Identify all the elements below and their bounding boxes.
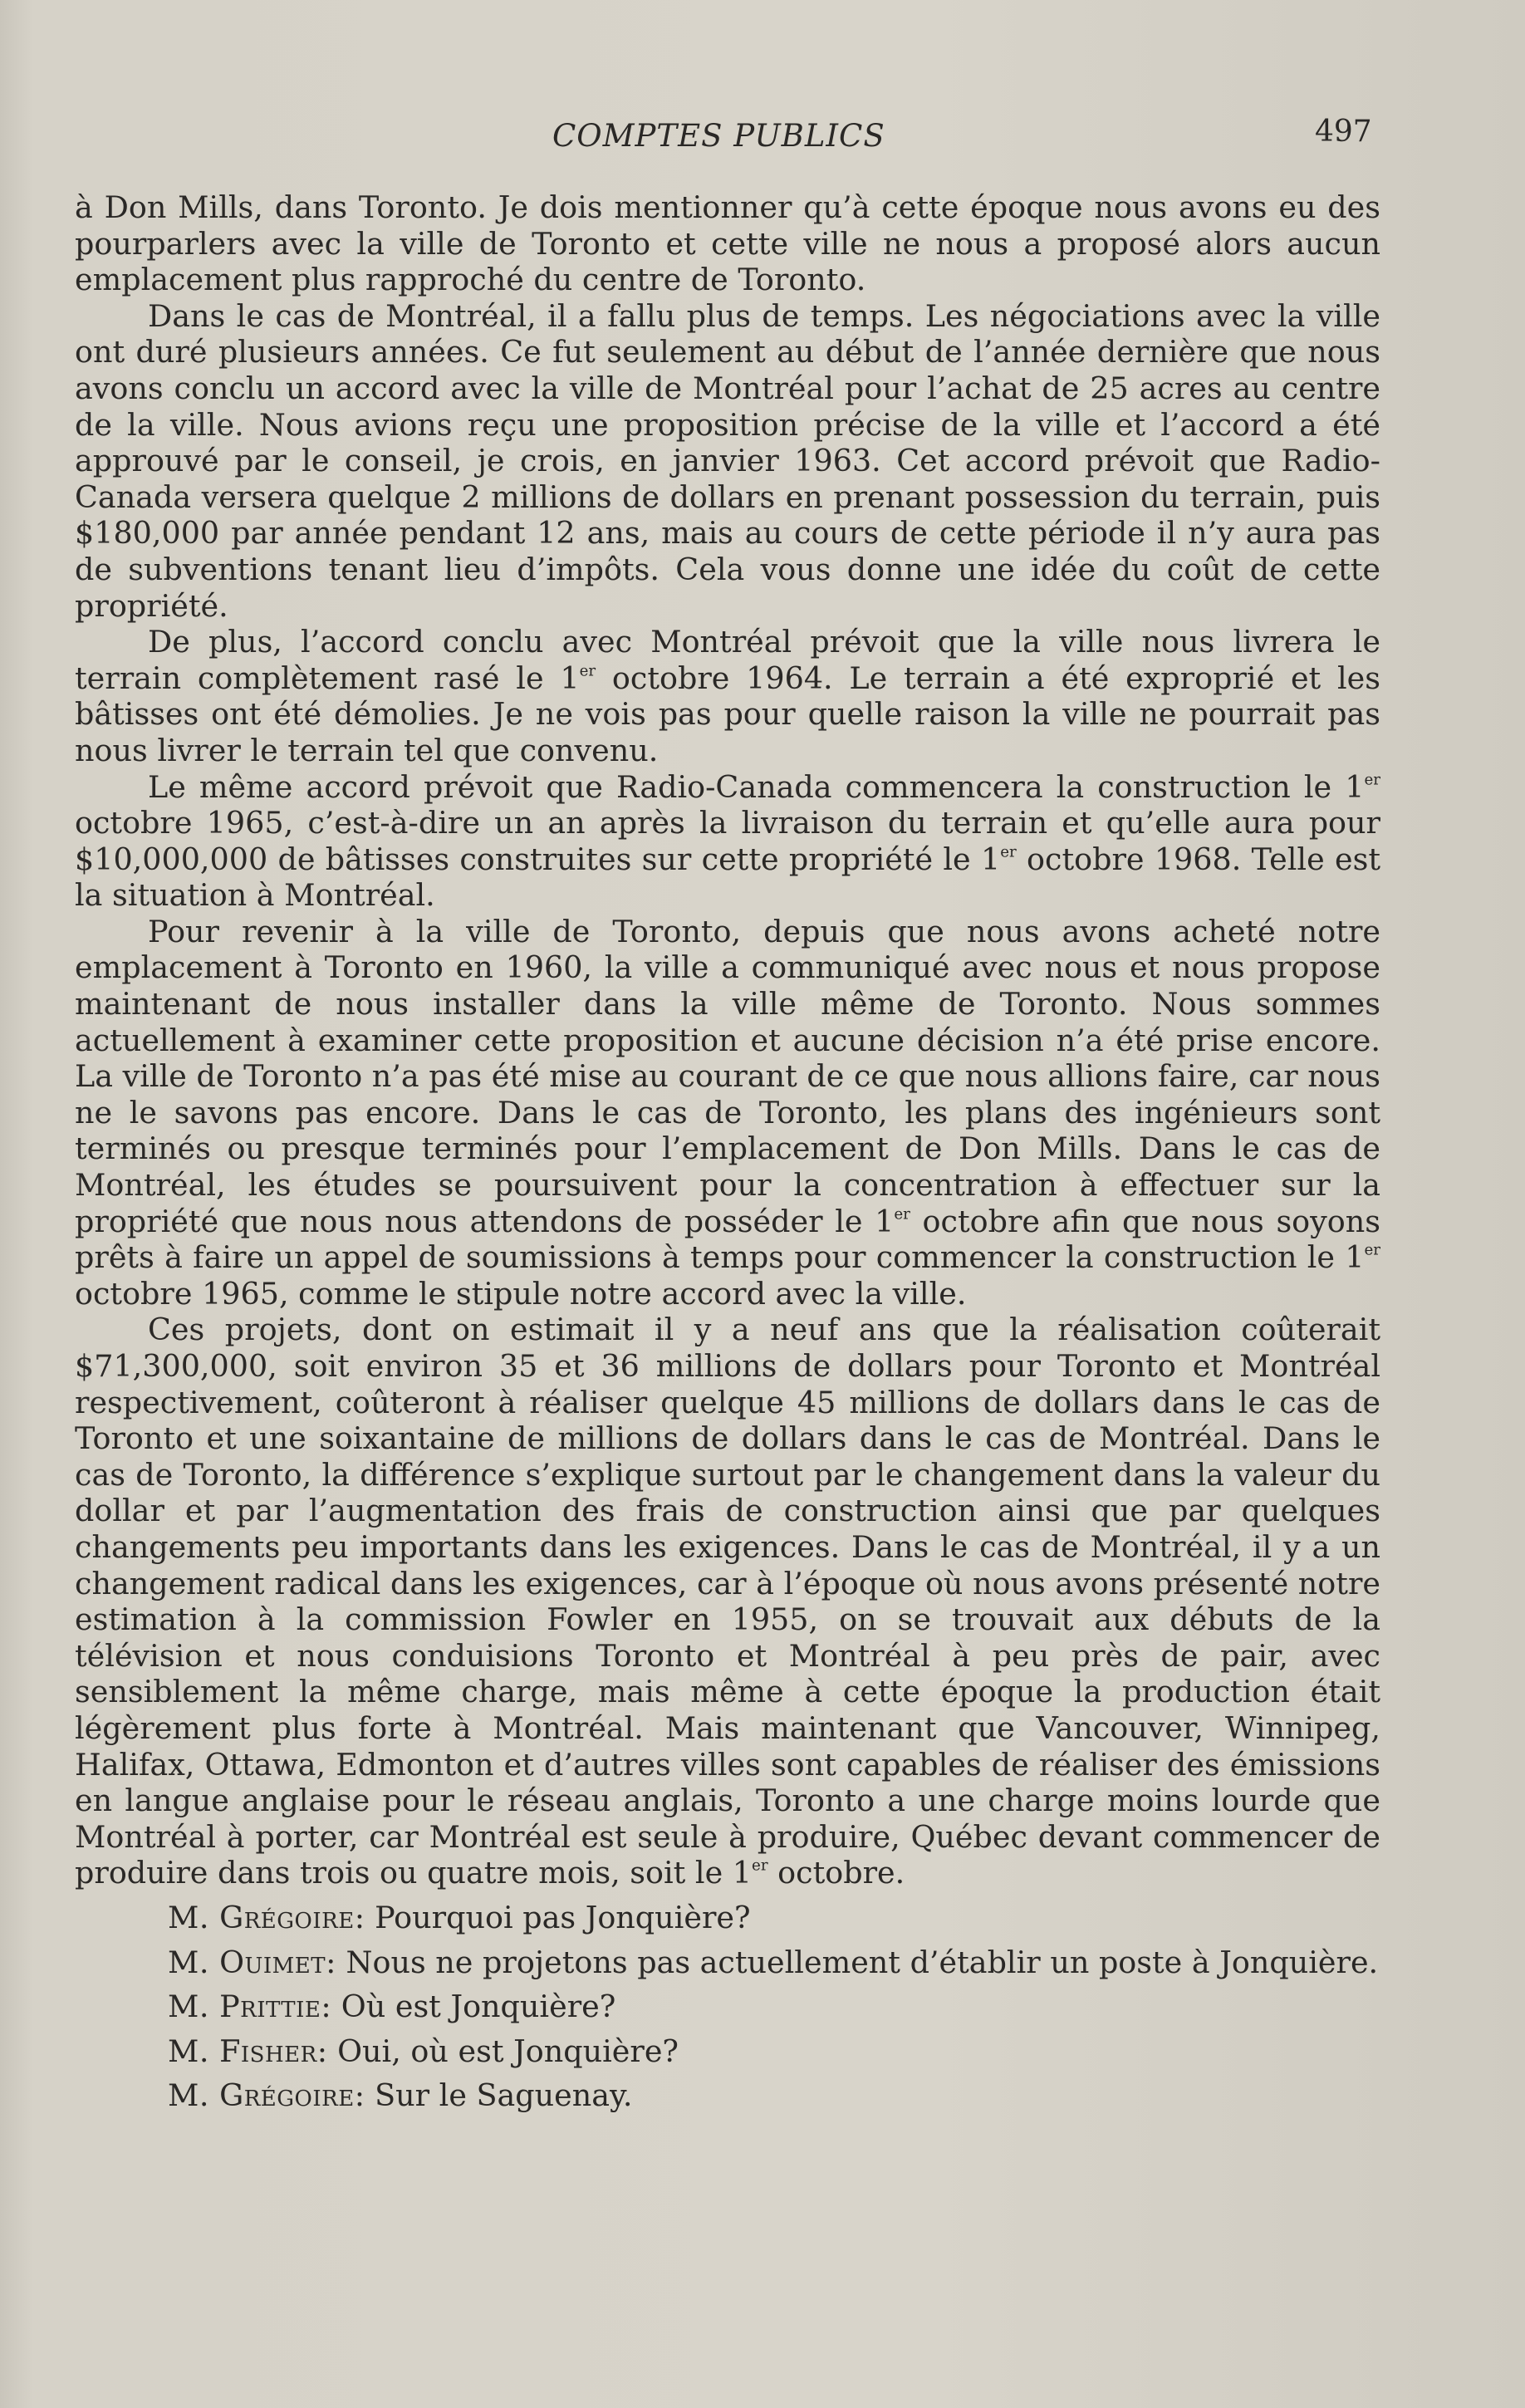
paragraph: Dans le cas de Montréal, il a fallu plus de temps. Les négociations avec la ville ont duré plusieurs années. Ce fut seulement au début de l’année dernière que nous avons conclu un accord avec la ville de Montréal pour l’achat de 25 acres au centre de la ville. Nous avions reçu une proposition précise de la ville et l’accord a été approuvé par le conseil, je crois, en janvier 1963. Cet accord prévoit que Radio-Canada versera quelque 2 millions de dollars en prenant possession du terrain, puis $180,000 par année pendant 12 ans, mais au cours de cette période il n’y aura pas de subventions tenant lieu d’impôts. Cela vous donne une idée du coût de cette propriété. [75, 297, 1380, 624]
paragraph: Ces projets, dont on estimait il y a neuf ans que la réalisation coûterait $71,300,000, soit environ 35 et 36 millions de dollars pour Toronto et Montréal respectivement, coûteront à réaliser quelque 45 millions de dollars dans le cas de Toronto et une soixantaine de millions de dollars dans le cas de Montréal. Dans le cas de Toronto, la différence s’explique surtout par le changement dans la valeur du dollar et par l’augmentation des frais de construction ainsi que par quelques changements peu importants dans les exigences. Dans le cas de Montréal, il y a un changement radical dans les exigences, car à l’époque où nous avons présenté notre estimation à la commission Fowler en 1955, on se trouvait aux débuts de la télévision et nous conduisions Toronto et Montréal à peu près de pair, avec sensiblement la même charge, mais même à cette époque la production était légèrement plus forte à Montréal. Mais maintenant que Vancouver, Winnipeg, Halifax, Ottawa, Edmonton et d’autres villes sont capables de réaliser des émissions en langue anglaise pour le réseau anglais, Toronto a une charge moins lourde que Montréal à porter, car Montréal est seule à produire, Québec devant commencer de produire dans trois ou quatre mois, soit le 1er octobre. [75, 1312, 1380, 1891]
speaker-name: M. Grégoire: [168, 1899, 365, 1935]
speaker-name: M. Fisher: [168, 2033, 328, 2069]
paragraph: à Don Mills, dans Toronto. Je dois mentionner qu’à cette époque nous avons eu des pourparlers avec la ville de Toronto et cette ville ne nous a proposé alors aucun emplacement plus rapproché du centre de Toronto. [75, 189, 1380, 298]
dialogue-line: M. Grégoire: Pourquoi pas Jonquière? [168, 1899, 751, 1935]
dialogue-line: M. Prittie: Où est Jonquière? [168, 1989, 616, 2025]
running-title: COMPTES PUBLICS [552, 118, 885, 154]
dialogue-line: M. Fisher: Oui, où est Jonquière? [168, 2033, 679, 2069]
paragraph: Pour revenir à la ville de Toronto, depuis que nous avons acheté notre emplacement à Toronto en 1960, la ville a communiqué avec nous et nous propose maintenant de nous installer dans la ville même de Toronto. Nous sommes actuellement à examiner cette proposition et aucune décision n’a été prise encore. La ville de Toronto n’a pas été mise au courant de ce que nous allions faire, car nous ne le savons pas encore. Dans le cas de Toronto, les plans des ingénieurs sont terminés ou presque terminés pour l’emplacement de Don Mills. Dans le cas de Montréal, les études se poursuivent pour la concentration à effectuer sur la propriété que nous nous attendons de posséder le 1er octobre afin que nous soyons prêts à faire un appel de soumissions à temps pour commencer la construction le 1er octobre 1965, comme le stipule notre accord avec la ville. [75, 913, 1380, 1312]
dialogue-line: M. Grégoire: Sur le Saguenay. [168, 2077, 633, 2114]
speaker-name: M. Ouimet: [168, 1944, 336, 1980]
page-number: 497 [1315, 115, 1372, 149]
dialogue-line: M. Ouimet: Nous ne projetons pas actuellement d’établir un poste à Jonquière. [168, 1944, 1379, 1980]
paragraph: Le même accord prévoit que Radio-Canada commencera la construction le 1er octobre 1965, c’est-à-dire un an après la livraison du terrain et qu’elle aura pour $10,000,000 de bâtisses construites sur cette propriété le 1er octobre 1968. Telle est la situation à Montréal. [75, 768, 1380, 914]
paragraph: De plus, l’accord conclu avec Montréal prévoit que la ville nous livrera le terrain complètement rasé le 1er octobre 1964. Le terrain a été exproprié et les bâtisses ont été démolies. Je ne vois pas pour quelle raison la ville ne pourrait pas nous livrer le terrain tel que convenu. [75, 624, 1381, 768]
speaker-name: M. Grégoire: [168, 2077, 365, 2114]
body-text [75, 189, 1380, 2114]
speaker-name: M. Prittie: [168, 1989, 332, 2025]
page-header [0, 115, 1525, 159]
